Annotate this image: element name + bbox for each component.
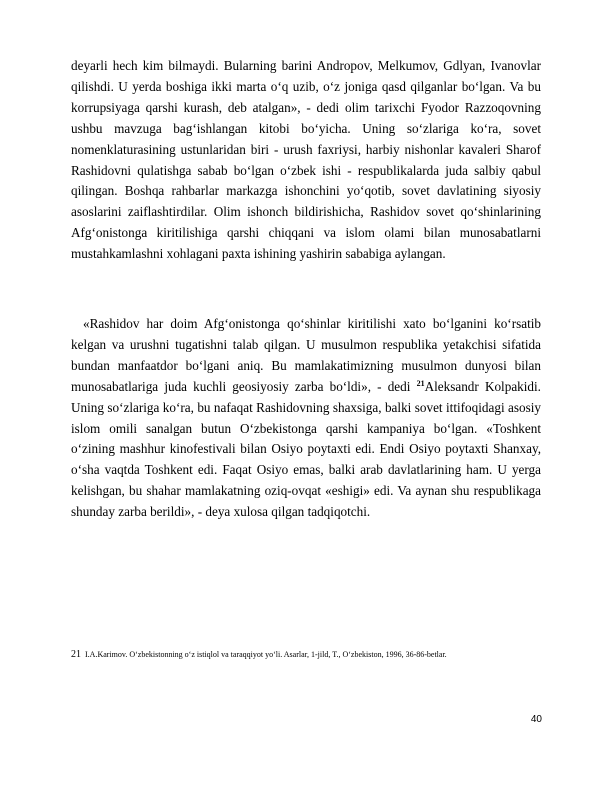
paragraph-2-text-end: Aleksandr Kolpakidi. Uning so‘zlariga ko‘ra, bu nafaqat Rashidovning shaxsiga, balki sovet ittifoqidagi asosiy islom omili sanalgan butun O‘zbekistonga qarshi kampaniya bo‘lgan. «Toshkent o‘zining mashhur kinofestivali bilan Osiyo poytaxti edi. Endi Osiyo poytaxti Shanxay, o‘sha vaqtda Toshkent edi. Faqat Osiyo emas, balki arab davlatlarining ham. U yerga kelishgan, bu shahar mamlakatning oziq-ovqat «eshigi» edi. Va aynan shu respublikaga shunday zarba berildi», - deya xulosa qilgan tadqiqotchi.: [71, 378, 541, 520]
footnote-number: 21: [71, 649, 81, 660]
footnote-reference: 21: [416, 378, 425, 388]
body-paragraph-2: [71, 314, 541, 523]
paragraph-2-text-start: «Rashidov har doim Afg‘onistonga qo‘shinlar kiritilishi xato bo‘lganini ko‘rsatib kelgan va urushni tugatishni talab qilgan. U musulmon respublika yetakchisi sifatida bundan manfaatdor bo‘lgani aniq. Bu mamlakatimizning musulmon dunyosi bilan munosabatlariga juda kuchli geosiyosiy zarba bo‘ldi», - dedi: [71, 316, 541, 394]
footnote-text: I.A.Karimov. O‘zbekistonning o‘z istiqlol va taraqqiyot yo‘li. Asarlar, 1-jild, T., O‘zbekiston, 1996, 36-86-betlar.: [85, 650, 447, 659]
footnote: [71, 650, 531, 660]
body-paragraph-1: deyarli hech kim bilmaydi. Bularning barini Andropov, Melkumov, Gdlyan, Ivanovlar qilishdi. U yerda boshiga ikki marta o‘q uzib, o‘z joniga qasd qilganlar bo‘lgan. Va bu korrupsiyaga qarshi kurash, deb atalgan», - dedi olim tarixchi Fyodor Razzoqovning ushbu mavzuga bag‘ishlangan kitobi bo‘yicha. Uning so‘zlariga ko‘ra, sovet nomenklaturasining ustunlaridan biri - urush faxriysi, harbiy nishonlar kavaleri Sharof Rashidovni qulatishga sabab bo‘lgan o‘zbek ishi - respublikalarda juda salbiy qabul qilingan. Boshqa rahbarlar markazga ishonchini yo‘qotib, sovet davlatining siyosiy asoslarini zaiflashtirdilar. Olim ishonch bildirishicha, Rashidov sovet qo‘shinlarining Afg‘onistonga kiritilishiga qarshi chiqqani va islom olami bilan munosabatlarni mustahkamlashni xohlagani paxta ishining yashirin sababiga aylangan.: [71, 58, 541, 262]
page-number: 40: [530, 714, 542, 725]
